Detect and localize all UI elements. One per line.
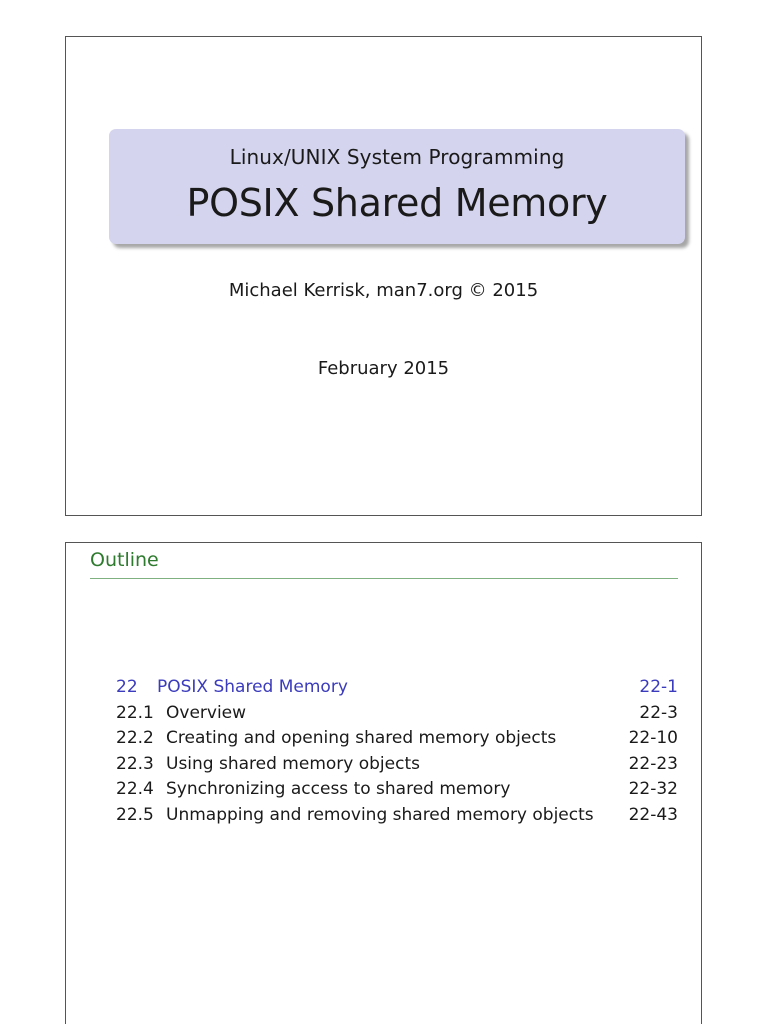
toc-label: Overview [166, 702, 247, 723]
toc-subsection-22-3[interactable] [116, 752, 678, 778]
presentation-title: POSIX Shared Memory [186, 181, 608, 225]
toc-subsection-22-2[interactable] [116, 726, 678, 752]
toc-page: 22-1 [639, 677, 678, 697]
title-slide [65, 36, 702, 516]
title-box [109, 129, 685, 244]
author-line: Michael Kerrisk, man7.org © 2015 [228, 280, 539, 301]
toc-label: Creating and opening shared memory objects [166, 728, 557, 748]
toc-number: 22.2 [116, 728, 154, 748]
toc-number: 22 [116, 677, 138, 697]
toc-page: 22-3 [639, 702, 678, 723]
course-subtitle: Linux/UNIX System Programming [229, 145, 565, 169]
toc-subsection-22-1[interactable] [116, 701, 678, 727]
toc-label: POSIX Shared Memory [157, 677, 348, 697]
toc-number: 22.5 [116, 804, 154, 825]
toc-page: 22-32 [628, 779, 678, 799]
toc-number: 22.4 [116, 779, 154, 799]
toc-subsection-22-4[interactable] [116, 777, 678, 803]
presentation-date: February 2015 [317, 358, 450, 379]
toc-page: 22-43 [628, 804, 678, 825]
heading-rule [90, 578, 678, 579]
table-of-contents [116, 675, 678, 828]
toc-section-22[interactable] [116, 675, 678, 701]
outline-heading: Outline [90, 549, 159, 571]
toc-label: Synchronizing access to shared memory [166, 779, 511, 799]
toc-page: 22-10 [628, 728, 678, 748]
toc-subsection-22-5[interactable] [116, 803, 678, 829]
toc-page: 22-23 [628, 753, 678, 774]
toc-label: Unmapping and removing shared memory objects [166, 804, 594, 825]
outline-slide [65, 542, 702, 1024]
toc-label: Using shared memory objects [166, 753, 420, 774]
toc-number: 22.3 [116, 753, 154, 774]
toc-number: 22.1 [116, 702, 154, 723]
